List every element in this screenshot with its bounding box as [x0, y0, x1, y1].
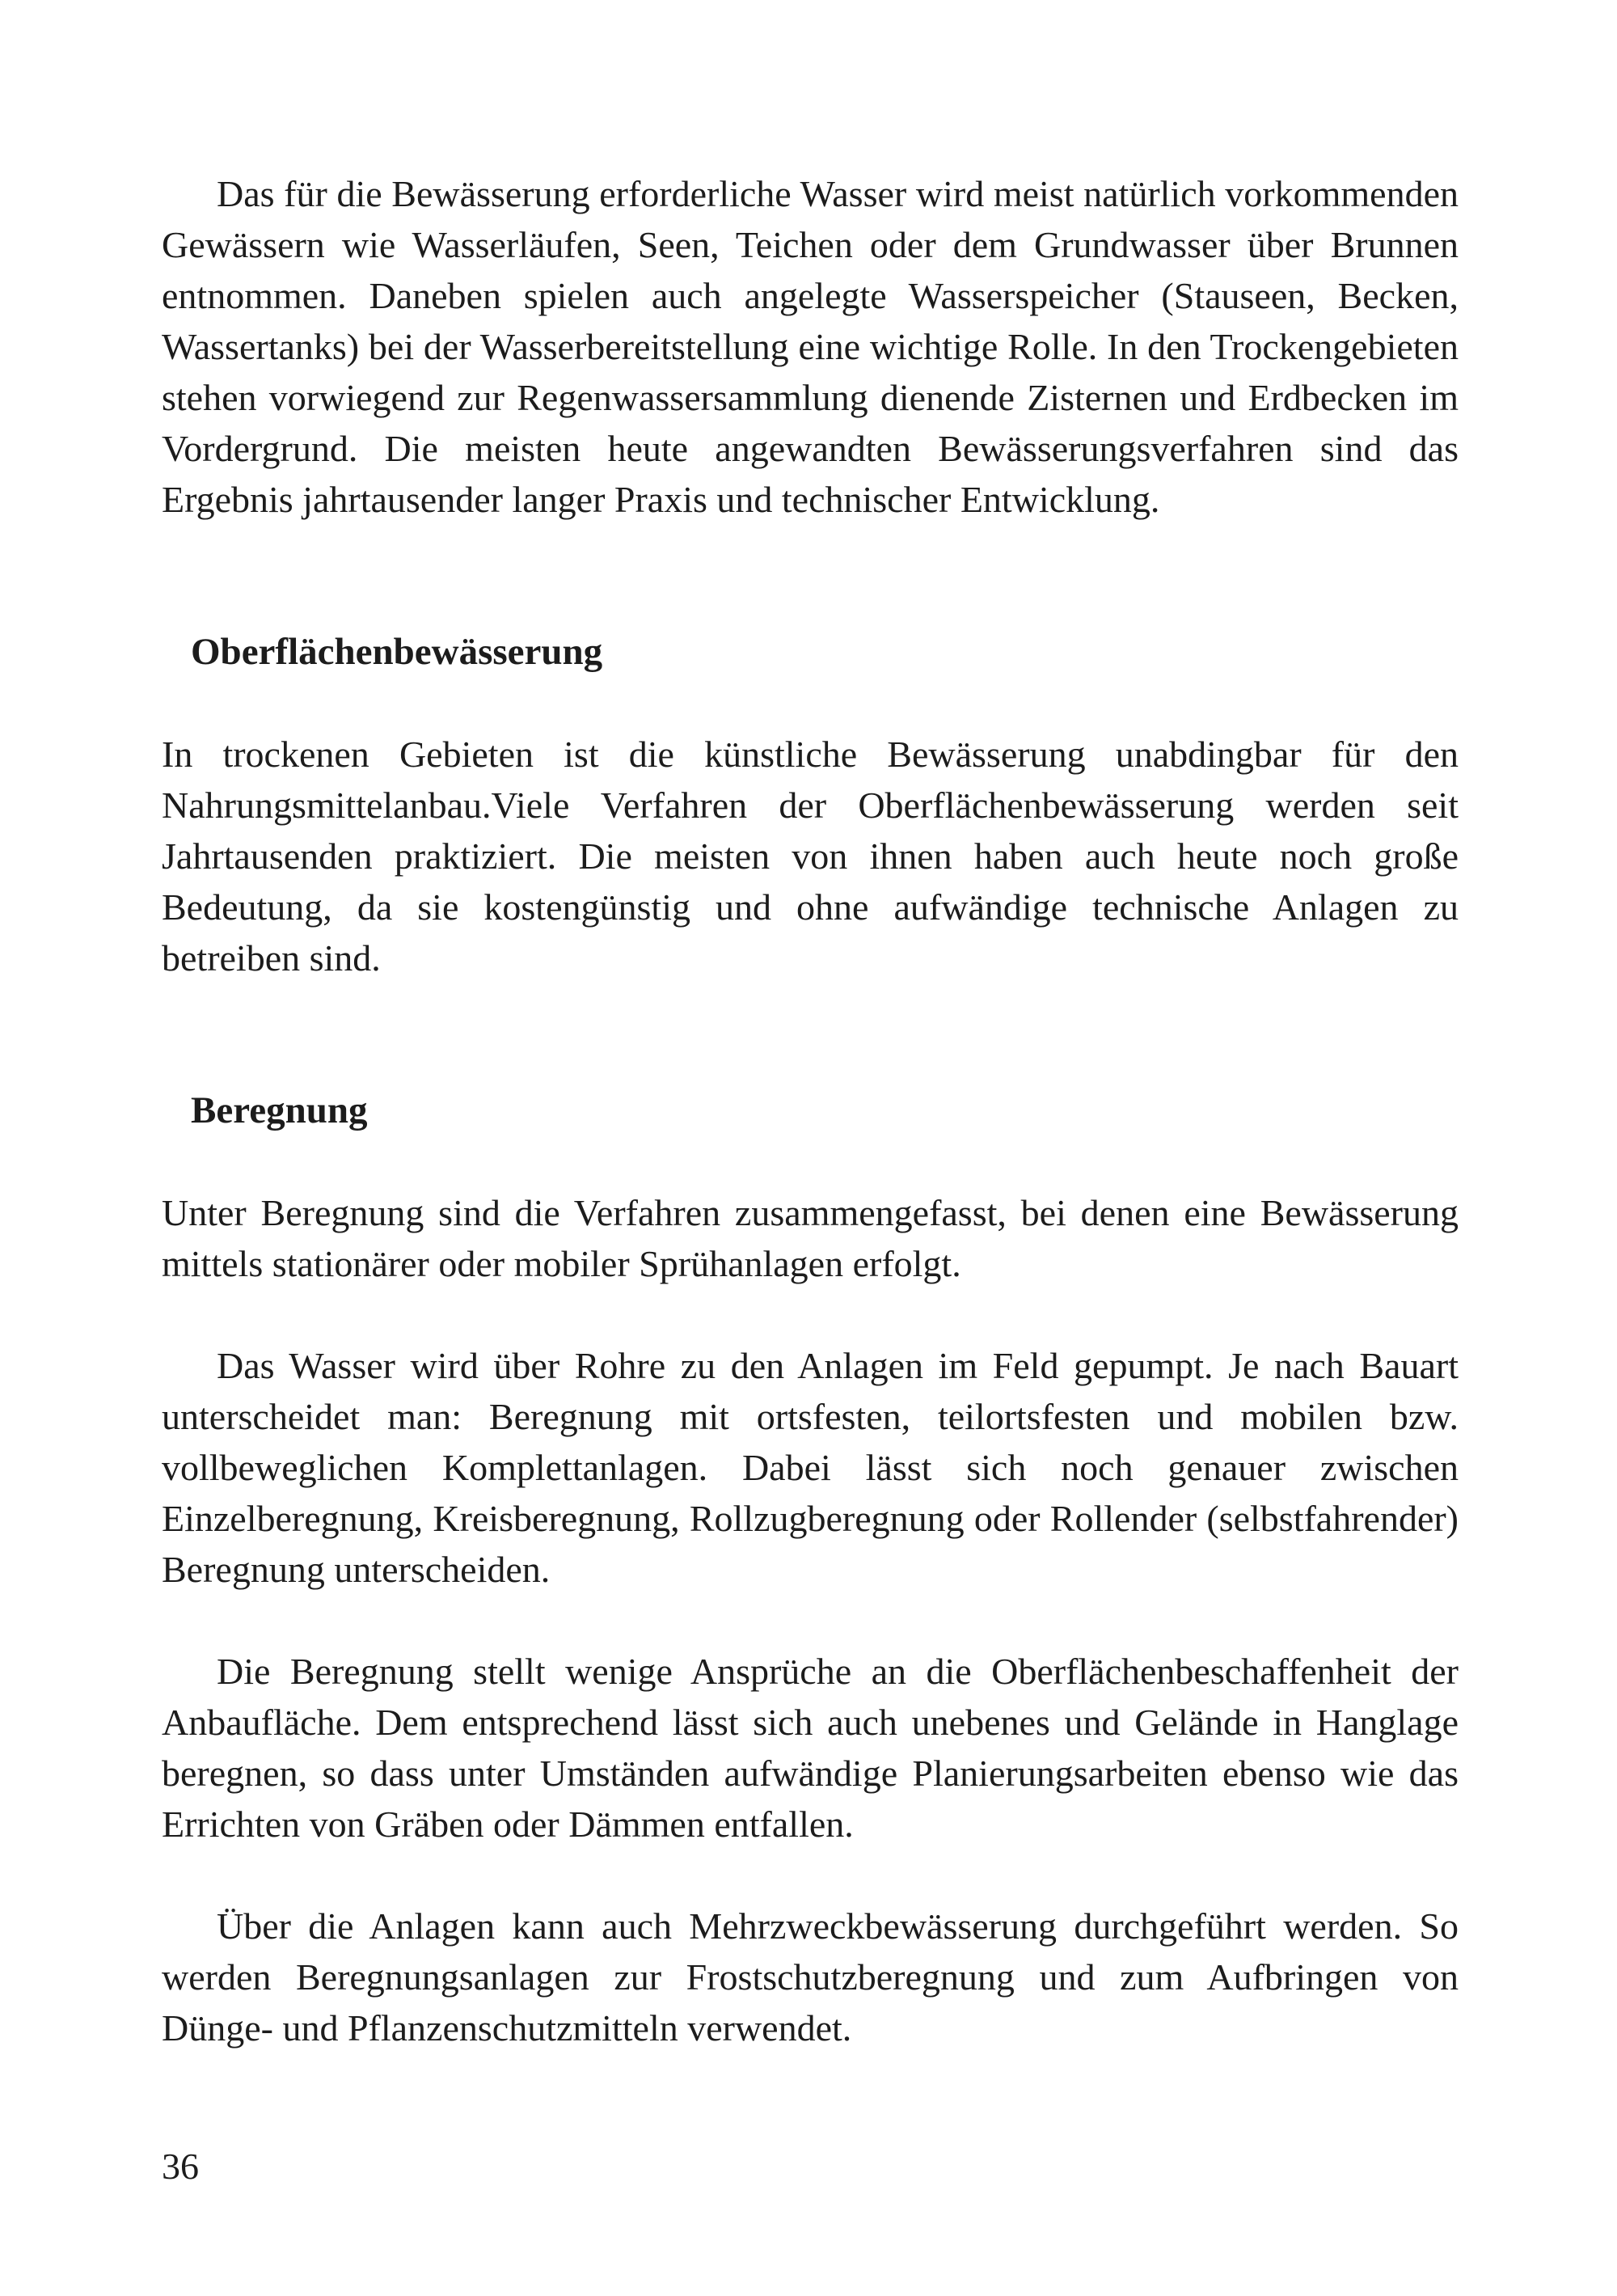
sprinkler-paragraph-4: Über die Anlagen kann auch Mehrzweckbewässerung durchgeführt werden. So werden Beregnungsanlagen zur Frostschutzberegnung und zum Aufbringen von Dünge- und Pflanzenschutzmitteln verwendet. [162, 1905, 1459, 2049]
spacer [162, 983, 1459, 1085]
spacer [162, 525, 1459, 627]
spacer [162, 1136, 1459, 1187]
spacer [162, 678, 1459, 729]
sprinkler-paragraph-1: Unter Beregnung sind die Verfahren zusammengefasst, bei denen eine Bewässerung mittels stationärer oder mobiler Sprühanlagen erfolgt. [162, 1192, 1459, 1284]
section-heading-surface-irrigation: Oberflächenbewässerung [191, 631, 603, 673]
surface-irrigation-paragraph: In trockenen Gebieten ist die künstliche Bewässerung unabdingbar für den Nahrungsmittelanbau.Viele Verfahren der Oberflächenbewässerung werden seit Jahrtausenden praktiziert. Die meisten von ihnen haben auch heute noch große Bedeutung, da sie kostengünstig und ohne aufwändige technische Anlagen zu betreiben sind. [162, 734, 1459, 979]
section-heading-sprinkler: Beregnung [191, 1089, 368, 1131]
page-body [162, 168, 1459, 2053]
spacer [162, 1850, 1459, 1901]
intro-paragraph: Das für die Bewässerung erforderliche Wasser wird meist natürlich vorkommenden Gewässern wie Wasserläufen, Seen, Teichen oder dem Grundwasser über Brunnen entnommen. Daneben spielen auch angelegte Wasserspeicher (Stauseen, Becken, Wassertanks) bei der Wasserbereitstellung eine wichtige Rolle. In den Trockengebieten stehen vorwiegend zur Regenwassersammlung dienende Zisternen und Erdbecken im Vordergrund. Die meisten heute angewandten Bewässerungsverfahren sind das Ergebnis jahrtausender langer Praxis und technischer Entwicklung. [162, 173, 1459, 520]
spacer [162, 1289, 1459, 1340]
spacer [162, 1595, 1459, 1646]
sprinkler-paragraph-2: Das Wasser wird über Rohre zu den Anlagen im Feld gepumpt. Je nach Bauart unterscheidet man: Beregnung mit ortsfesten, teilortsfesten und mobilen bzw. vollbeweglichen Komplettanlagen. Dabei lässt sich noch genauer zwischen Einzelberegnung, Kreisberegnung, Rollzugberegnung oder Rollender (selbstfahrender) Beregnung unterscheiden. [162, 1345, 1459, 1590]
sprinkler-paragraph-3: Die Beregnung stellt wenige Ansprüche an die Oberflächenbeschaffenheit der Anbaufläche. Dem entsprechend lässt sich auch unebenes und Gelände in Hanglage beregnen, so dass unter Umständen aufwändige Planierungsarbeiten ebenso wie das Errichten von Gräben oder Dämmen entfallen. [162, 1651, 1459, 1845]
page-number: 36 [162, 2146, 199, 2187]
